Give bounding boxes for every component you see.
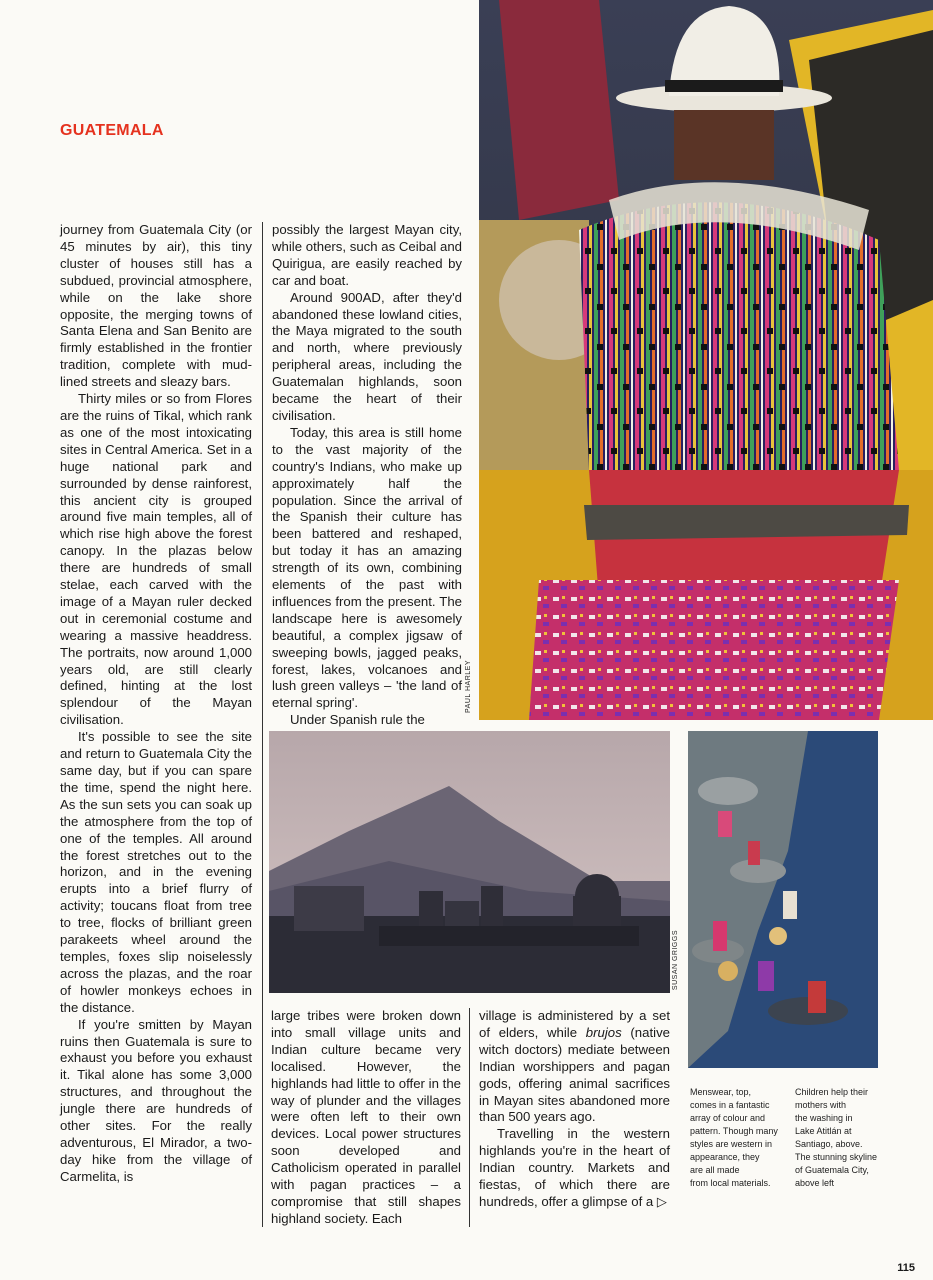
paragraph: It's possible to see the site and return to Guatemala City the same day, but if you can spare the time, spend the night here. As the sun sets you can soak up the atmosphere from the top of one of the temples. All around the forest stretches out to the horizon, and in the evening erupts into a brief flurry of activity; toucans float from tree to tree, flocks of brilliant green parakeets wheel around the temples, foxes slip noiselessly across the plazas, and the roar of howler monkeys echoes in the distance.	[60, 729, 252, 1015]
article-column-3	[271, 1008, 461, 1228]
paragraph: Today, this area is still home to the vast majority of the country's Indians, who make up approximately half the population. Since the arrival of the Spanish their culture has been battered and reshaped, but today it has an amazing strength of its own, combining elements of the past with influences from the present. The landscape here is awesomely beautiful, a complex jigsaw of sweeping bowls, jagged peaks, forest, lakes, volcanoes and lush green valleys – 'the land of eternal spring'.	[272, 424, 462, 711]
photo-menswear	[479, 0, 933, 720]
caption-line: from local materials.	[690, 1178, 771, 1188]
paragraph: If you're smitten by Mayan ruins then Guatemala is sure to exhaust you before you exhaust it. Tikal alone has some 3,000 structures, and throughout the jungle there are hundreds of other sites. For the really adventurous, El Mirador, a two-day hike from the village of Carmelita, is	[60, 1016, 252, 1184]
column-rule	[262, 222, 263, 1227]
photo-credit-top: PAUL HARLEY	[465, 660, 472, 713]
caption-line: above left	[795, 1178, 835, 1188]
caption-line: Lake Atitlán at	[795, 1126, 852, 1136]
caption-line: styles are western in	[690, 1139, 773, 1149]
caption-line: The stunning skyline	[795, 1152, 878, 1162]
column-rule	[469, 1008, 470, 1227]
caption-menswear	[690, 1086, 785, 1190]
page-number: 115	[897, 1262, 915, 1274]
paragraph: Thirty miles or so from Flores are the ruins of Tikal, which rank as one of the most intoxicating sites in Central America. Set in a huge national park and surrounded by dense rainforest, this ancient city is grouped around five main temples, all of which rise high above the forest canopy. In the plazas below there are hundreds of small stelae, each carved with the image of a Mayan ruler decked out in ceremonial costume and wearing a massive headdress. The portraits, now around 1,000 years old, are still clearly defined, hinting at the lost splendour of the Mayan civilisation.	[60, 391, 252, 728]
section-label: GUATEMALA	[60, 122, 164, 139]
caption-line: the washing in	[795, 1113, 853, 1123]
caption-line: Santiago, above.	[795, 1139, 863, 1149]
photo-lake-atitlan	[688, 731, 878, 1068]
paragraph: Under Spanish rule the	[290, 712, 425, 728]
caption-children-skyline	[795, 1086, 895, 1190]
caption-line: mothers with	[795, 1100, 847, 1110]
text-run: (native witch doctors) mediate between Indian worshippers and pagan gods, offering animal sacrifices in Mayan sites abandoned more than 500 years ago.	[479, 1024, 670, 1125]
photo-credit-bottom: SUSAN GRIGGS	[672, 930, 679, 991]
caption-line: of Guatemala City,	[795, 1165, 869, 1175]
caption-line: array of colour and	[690, 1113, 766, 1123]
text-run: village is administered by a set of elders, while	[479, 1008, 670, 1040]
caption-line: appearance, they	[690, 1152, 760, 1162]
caption-line: Children help their	[795, 1087, 869, 1097]
caption-line: are all made	[690, 1165, 740, 1175]
paragraph: Around 900AD, after they'd abandoned these lowland cities, the Maya migrated to the south and north, where previously peripheral areas, including the Guatemalan highlands, soon became the heart of their civilisation.	[272, 289, 462, 423]
paragraph: possibly the largest Mayan city, while others, such as Ceibal and Quirigua, are easily reached by car and boat.	[272, 222, 462, 288]
paragraph	[479, 1008, 670, 1126]
paragraph: large tribes were broken down into small village units and Indian culture became very localised. However, the highlands had little to offer in the way of plunder and the villages were often left to their own devices. Local power structures soon developed and Catholicism operated in parallel with pagan practices – a compromise that still shapes highland society. Each	[271, 1008, 461, 1226]
paragraph: journey from Guatemala City (or 45 minutes by air), this tiny cluster of houses still has a subdued, provincial atmosphere, while on the lake shore opposite, the merging towns of Santa Elena and San Benito are firmly established in the frontier tradition, complete with mud-lined streets and sleazy bars.	[60, 222, 252, 390]
paragraph: Travelling in the western highlands you're in the heart of Indian country. Markets and fiestas, of which there are hundreds, offer a glimpse of a ▷	[479, 1126, 670, 1209]
italic-term: brujos	[585, 1024, 622, 1040]
photo-guatemala-city-skyline	[269, 731, 670, 993]
caption-line: pattern. Though many	[690, 1126, 778, 1136]
caption-line: Menswear, top,	[690, 1087, 752, 1097]
article-column-1	[60, 222, 252, 1186]
caption-line: comes in a fantastic	[690, 1100, 770, 1110]
article-column-4	[479, 1008, 670, 1211]
article-column-2	[272, 222, 462, 729]
